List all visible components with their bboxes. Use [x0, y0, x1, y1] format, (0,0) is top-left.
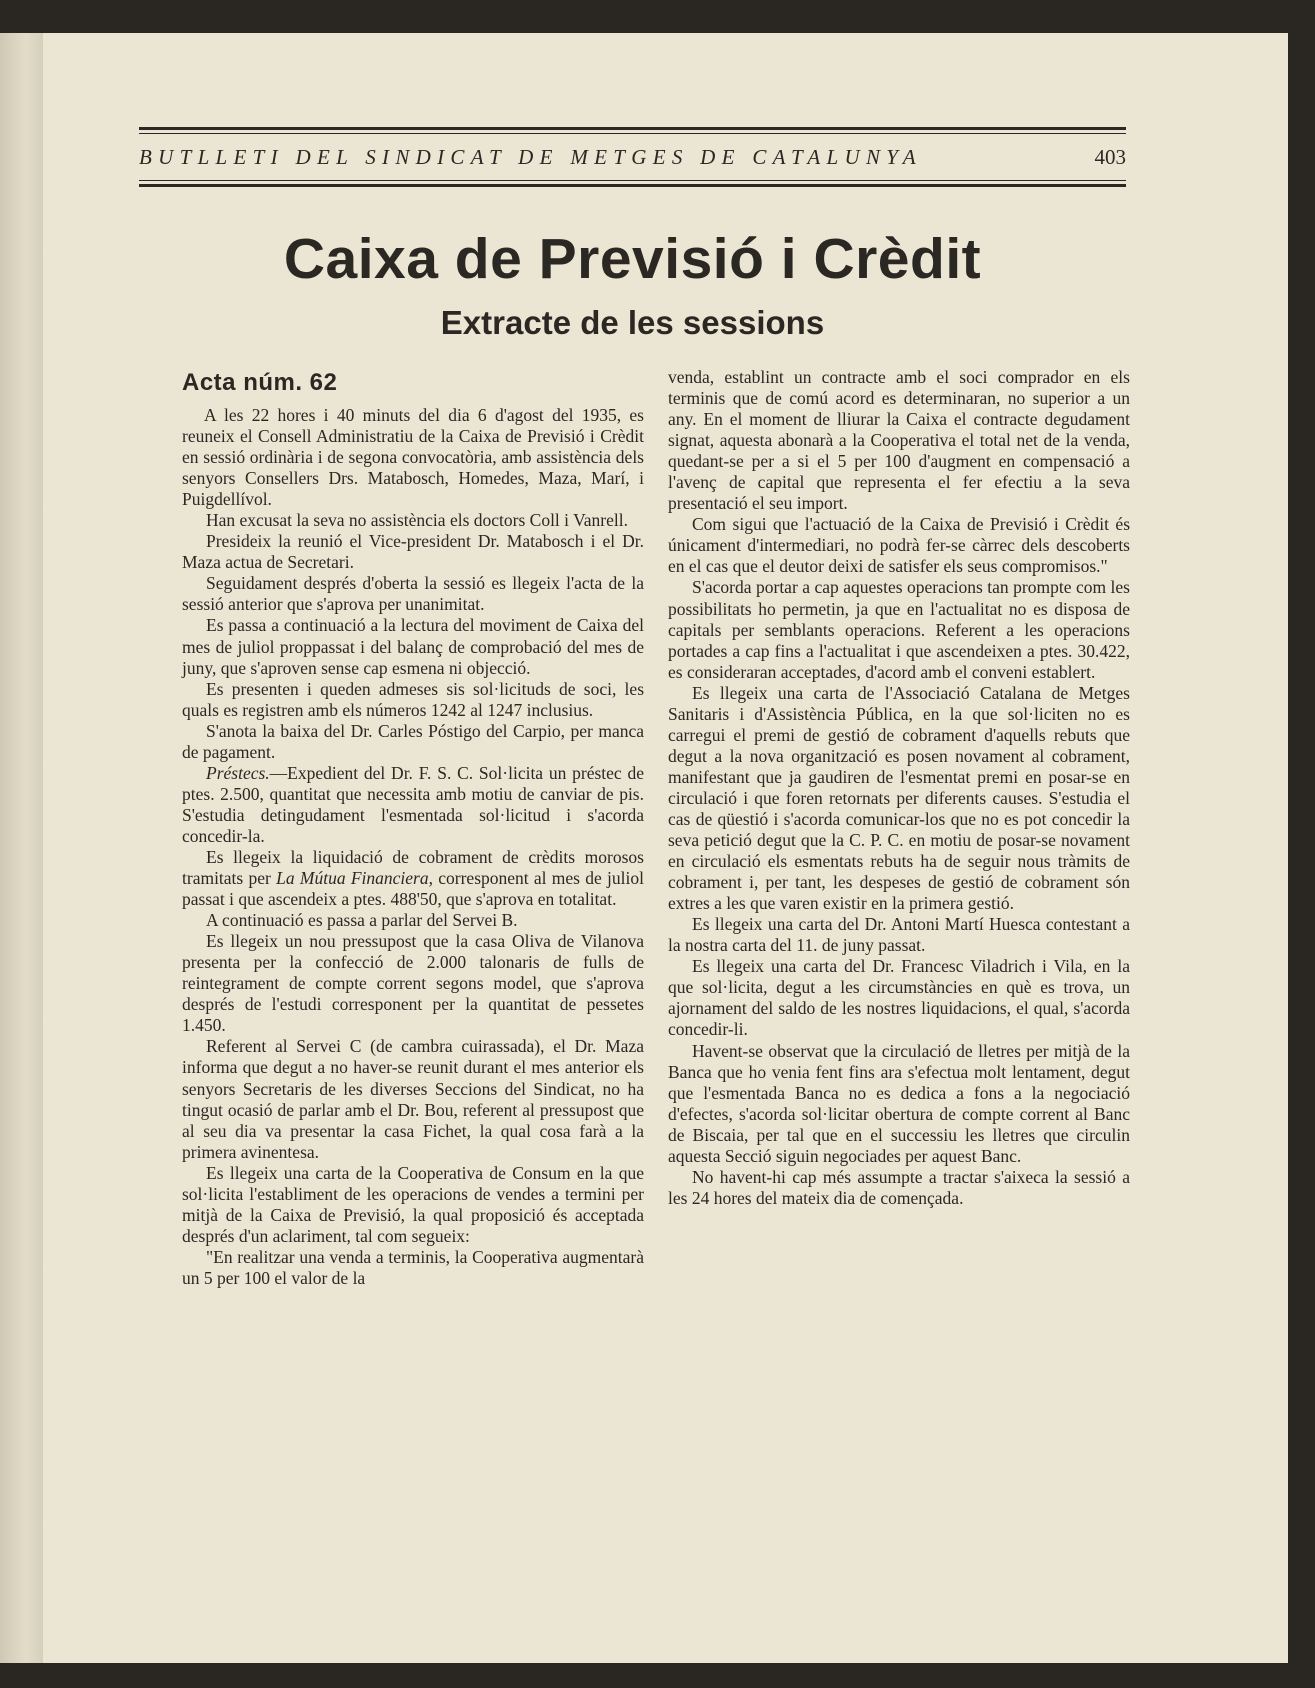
paragraph: A les 22 hores i 40 minuts del dia 6 d'agost del 1935, es reuneix el Consell Administratiu de la Caixa de Previsió i Crèdit en sessió ordinària i de segona convocatòria, amb assistència dels senyors Consellers Drs. Matabosch, Homedes, Maza, Marí, i Puigdellívol. [182, 405, 644, 510]
journal-title: BUTLLETI DEL SINDICAT DE METGES DE CATALUNYA [139, 145, 922, 169]
paragraph: Es llegeix una carta de l'Associació Catalana de Metges Sanitaris i d'Assistència Pública, en la que sol·liciten no es carregui el premi de gestió de cobrament d'aquells rebuts que degut a la nova organització es posen novament al cobrament, manifestant que ja gaudiren de l'esmentat premi en posar-se en circulació i que foren retornats per diferents causes. S'estudia el cas de qüestió i s'acorda comunicar-los que no es pot concedir la seva petició degut que la C. P. C. en motiu de posar-se novament en circulació els esmentats rebuts ha de seguir nous tràmits de cobrament i, per tant, les despeses de gestió de cobrament són extres a les que varen existir en la primera gestió. [668, 682, 1130, 914]
page-number: 403 [1094, 145, 1126, 169]
section-label-prestecs: Préstecs. [206, 762, 270, 783]
running-title-row [139, 145, 1126, 170]
paragraph: Havent-se observat que la circulació de lletres per mitjà de la Banca que ho venia fent fins ara s'efectua molt lentament, degut que l'esmentada Banca no es dedica a fons a la negociació d'efectes, s'acorda sol·licitar obertura de compte corrent al Banc de Biscaia, per tal que en el successiu les lletres que circulin aquesta Secció siguin negociades per aquest Banc. [668, 1040, 1130, 1166]
paragraph-text: corresponent al mes de juliol passat i que ascendeix a ptes. 488'50, que s'aprova en totalitat. [182, 868, 645, 910]
paragraph: venda, establint un contracte amb el soci comprador en els terminis que de comú acord es determinaran, no superior a un any. En el moment de lliurar la Caixa el contracte degudament signat, aquesta abonarà a la Cooperativa el total net de la venda, quedant-se per a si el 5 per 100 d'augment en compensació a l'avenç de capital que representa el fer efectiu a la seva presentació el seu import. [668, 367, 1130, 514]
paragraph: Referent al Servei C (de cambra cuirassada), el Dr. Maza informa que degut a no haver-se reunit durant el mes anterior els senyors Secretaris de les diverses Seccions del Sindicat, no ha tingut ocasió de parlar amb el Dr. Bou, referent al pressupost que al seu dia va presentar la casa Fichet, la qual cosa farà a la primera avinentesa. [182, 1036, 644, 1162]
text-column-right [668, 367, 1130, 1209]
header-rule-bottom-thin [139, 180, 1126, 181]
paragraph: Seguidament després d'oberta la sessió es llegeix l'acta de la sessió anterior que s'aprova per unanimitat. [182, 573, 644, 615]
paragraph-text: —Expedient del Dr. F. S. C. Sol·licita un préstec de ptes. 2.500, quantitat que necessita amb motiu de canviar de pis. S'estudia detingudament l'esmentada sol·licitud i s'acorda concedir-la. [182, 762, 644, 846]
paragraph-text: Es llegeix la liquidació de cobrament de crèdits morosos tramitats per [182, 846, 644, 889]
paragraph: Es llegeix una carta del Dr. Francesc Viladrich i Vila, en la que sol·licita, degut a les circumstàncies en què es trova, un ajornament del saldo de les nostres liquidacions, el qual, s'acorda concedir-li. [668, 956, 1130, 1040]
paragraph: Es llegeix un nou pressupost que la casa Oliva de Vilanova presenta per la confecció de 2.000 talonaris de fulls de reintegrament de compte corrent segons model, que s'aprova després de l'estudi corresponent per la quantitat de pessetes 1.450. [182, 931, 644, 1036]
header-rule-bottom-thick [139, 184, 1126, 187]
text-column-left [182, 367, 644, 1289]
company-name: La Mútua Financiera, [276, 868, 433, 889]
book-spine-shadow [0, 33, 43, 1663]
article-title: Caixa de Previsió i Crèdit [283, 227, 982, 291]
paragraph: Com sigui que l'actuació de la Caixa de Previsió i Crèdit és únicament d'intermediari, no podrà fer-se càrrec dels descoberts en el cas que el deutor deixi de satisfer els seus compromisos." [668, 514, 1130, 577]
paragraph: Es passa a continuació a la lectura del moviment de Caixa del mes de juliol proppassat i del balanç de comprobació del mes de juny, que s'aproven sense cap esmena ni objecció. [182, 615, 644, 678]
paragraph: Presideix la reunió el Vice-president Dr. Matabosch i el Dr. Maza actua de Secretari. [182, 531, 644, 573]
paragraph: S'acorda portar a cap aquestes operacions tan prompte com les possibilitats ho permetin, ja que en l'actualitat no es disposa de capitals per semblants operacions. Referent a les operacions portades a cap fins a l'actualitat i que ascendeixen a ptes. 30.422, es consideraran acceptades, d'acord amb el conveni establert. [668, 577, 1130, 682]
paragraph-prestecs [182, 763, 644, 847]
paragraph: Es llegeix una carta de la Cooperativa de Consum en la que sol·licita l'establiment de les operacions de vendes a termini per mitjà de la Caixa de Previsió, la qual proposició és acceptada després d'un aclariment, tal com segueix: [182, 1162, 644, 1246]
running-header [139, 127, 1126, 189]
paragraph: Es presenten i queden admeses sis sol·licituds de soci, les quals es registren amb els números 1242 al 1247 inclusius. [182, 678, 644, 720]
acta-heading: Acta núm. 62 [182, 369, 338, 396]
header-rule-top-thick [139, 127, 1126, 130]
header-rule-top-thin [139, 133, 1126, 134]
paragraph: Es llegeix una carta del Dr. Antoni Martí Huesca contestant a la nostra carta del 11. de juny passat. [668, 914, 1130, 956]
paragraph: No havent-hi cap més assumpte a tractar s'aixeca la sessió a les 24 hores del mateix dia de començada. [668, 1166, 1130, 1208]
paragraph-mutua [182, 847, 644, 910]
paragraph: Han excusat la seva no assistència els doctors Coll i Vanrell. [206, 510, 628, 531]
paragraph: S'anota la baixa del Dr. Carles Póstigo del Carpio, per manca de pagament. [182, 720, 644, 762]
paragraph: "En realitzar una venda a terminis, la Cooperativa augmentarà un 5 per 100 el valor de la [182, 1246, 644, 1288]
paragraph: A continuació es passa a parlar del Servei B. [206, 910, 518, 931]
article-subtitle: Extracte de les sessions [440, 304, 825, 341]
